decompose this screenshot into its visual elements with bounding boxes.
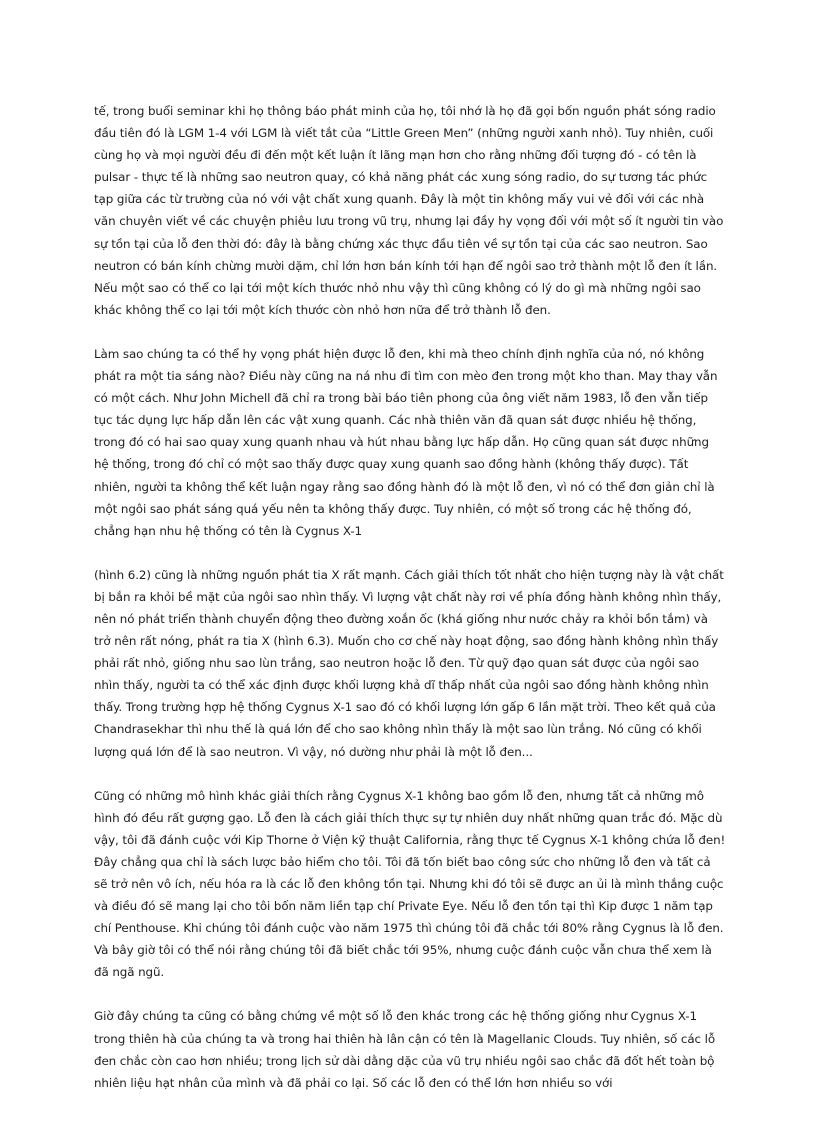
text-body <box>94 100 726 1094</box>
paragraph-kip-thorne-bet: Cũng có những mô hình khác giải thích rằng Cygnus X-1 không bao gồm lỗ đen, nhưng tất cả những mô hình đó đều rất gượng gạo. Lỗ đen là cách giải thích thực sự tự nhiên duy nhất những quan trắc đó. Mặc dù vậy, tôi đã đánh cuộc với Kip Thorne ở Viện kỹ thuật California, rằng thực tế Cygnus X-1 không chứa lỗ đen! Đây chẳng qua chỉ là sách lược bảo hiểm cho tôi. Tôi đã tốn biết bao công sức cho những lỗ đen và tất cả sẽ trở nên vô ích, nếu hóa ra là các lỗ đen không tồn tại. Nhưng khi đó tôi sẽ được an ủi là mình thắng cuộc và điều đó sẽ mang lại cho tôi bốn năm liền tạp chí Private Eye. Nếu lỗ đen tồn tại thì Kip được 1 năm tạp chí Penthouse. Khi chúng tôi đánh cuộc vào năm 1975 thì chúng tôi đã chắc tới 80% rằng Cygnus là lỗ đen. Và bây giờ tôi có thể nói rằng chúng tôi đã biết chắc tới 95%, nhưng cuộc đánh cuộc vẫn chưa thể xem là đã ngã ngũ. <box>94 788 726 980</box>
paragraph-other-black-holes: Giờ đây chúng ta cũng có bằng chứng về một số lỗ đen khác trong các hệ thống giống như Cygnus X-1 trong thiên hà của chúng ta và trong hai thiên hà lân cận có tên là Magellanic Clouds. Tuy nhiên, số các lỗ đen chắc còn cao hơn nhiều; trong lịch sử dài dằng dặc của vũ trụ nhiều ngôi sao chắc đã đốt hết toàn bộ nhiên liệu hạt nhân của mình và đã phải co lại. Số các lỗ đen có thể lớn hơn nhiều so với <box>94 1009 716 1090</box>
paragraph-detecting-black-holes: Làm sao chúng ta có thể hy vọng phát hiện được lỗ đen, khi mà theo chính định nghĩa của nó, nó không phát ra một tia sáng nào? Điều này cũng na ná nhu đi tìm con mèo đen trong một kho than. May thay vẫn có một cách. Như John Michell đã chỉ ra trong bài báo tiên phong của ông viết năm 1983, lỗ đen vẫn tiếp tục tác dụng lực hấp dẫn lên các vật xung quanh. Các nhà thiên văn đã quan sát được nhiều hệ thống, trong đó có hai sao quay xung quanh nhau và hút nhau bằng lực hấp dẫn. Họ cũng quan sát được những hệ thống, trong đó chỉ có một sao thấy được quay xung quanh sao đồng hành (không thấy được). Tất nhiên, người ta không thể kết luận ngay rằng sao đồng hành đó là một lỗ đen, vì nó có thể đơn giản chỉ là một ngôi sao phát sáng quá yếu nên ta không thấy được. Tuy nhiên, có một số trong các hệ thống đó, chẳng hạn nhu hệ thống có tên là Cygnus X-1 <box>94 346 718 538</box>
paragraph-pulsar-neutron-stars: tế, trong buổi seminar khi họ thông báo phát minh của họ, tôi nhớ là họ đã gọi bốn nguồn phát sóng radio đầu tiên đó là LGM 1-4 với LGM là viết tắt của “Little Green Men” (những người xanh nhỏ). Tuy nhiên, cuối cùng họ và mọi người đều đi đến một kết luận ít lãng mạn hơn cho rằng những đối tượng đó - có tên là pulsar - thực tế là những sao neutron quay, có khả năng phát các xung sóng radio, do sự tương tác phức tạp giữa các từ trường của nó với vật chất xung quanh. Đây là một tin không mấy vui vẻ đối với các nhà văn chuyên viết về các chuyện phiêu lưu trong vũ trụ, nhưng lại đầy hy vọng đối với một số ít người tin vào sự tồn tại của lỗ đen thời đó: đây là bằng chứng xác thực đầu tiên về sự tồn tại của các sao neutron. Sao neutron có bán kính chừng mười dặm, chỉ lớn hơn bán kính tới hạn để ngôi sao trở thành một lỗ đen ít lần. Nếu một sao có thể co lại tới một kích thước nhỏ nhu vậy thì cũng không có lý do gì mà những ngôi sao khác không thể co lại tới một kích thước còn nhỏ hơn nữa để trở thành lỗ đen. <box>94 104 724 317</box>
paragraph-cygnus-x1-xrays: (hình 6.2) cũng là những nguồn phát tia X rất mạnh. Cách giải thích tốt nhất cho hiện tượng này là vật chất bị bắn ra khỏi bề mặt của ngôi sao nhìn thấy. Vì lượng vật chất này rơi về phía đồng hành không nhìn thấy, nên nó phát triển thành chuyển động theo đường xoắn ốc (khá giống như nước chảy ra khỏi bồn tắm) và trở nên rất nóng, phát ra tia X (hình 6.3). Muốn cho cơ chế này hoạt động, sao đồng hành không nhìn thấy phải rất nhỏ, giống nhu sao lùn trắng, sao neutron hoặc lỗ đen. Từ quỹ đạo quan sát được của ngôi sao nhìn thấy, người ta có thể xác định được khối lượng khả dĩ thấp nhất của ngôi sao đồng hành không nhìn thấy. Trong trường hợp hệ thống Cygnus X-1 sao đó có khối lượng lớn gấp 6 lần mặt trời. Theo kết quả của Chandrasekhar thì nhu thế là quá lớn để cho sao không nhìn thấy là một sao lùn trắng. Nó cũng có khối lượng quá lớn để là sao neutron. Vì vậy, nó dường như phải là một lỗ đen... <box>94 567 724 759</box>
